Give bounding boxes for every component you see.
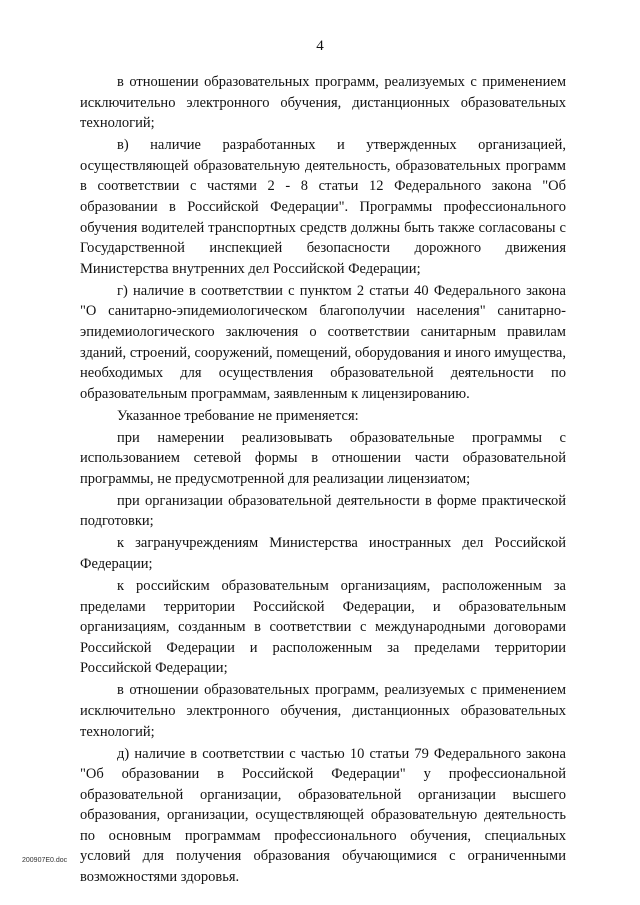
paragraph-requirement-exemptions-intro: Указанное требование не применяется: xyxy=(117,407,359,424)
paragraph-network-form-exemption: при намерении реализовывать образовательные программы с использованием сетевой формы в отношении части образовательной программы, не предусмотренной для реализации лицензиатом; xyxy=(80,429,566,487)
paragraph-practical-training-exemption: при организации образовательной деятельности в форме практической подготовки; xyxy=(80,492,566,530)
paragraph-online-programs-exemption-2: в отношении образовательных программ, реализуемых с применением исключительно электронного обучения, дистанционных образовательных технологий; xyxy=(80,682,566,740)
paragraph-abroad-organizations-exemption: к российским образовательным организациям, расположенным за пределами территории Российской Федерации, и образовательным организациям, созданным в соответствии с международными договорами Российской Федерации и расположенным за пределами территории Российской Федерации; xyxy=(80,577,566,677)
paragraph-item-g: г) наличие в соответствии с пунктом 2 статьи 40 Федерального закона "О санитарно-эпидемиологическом благополучии населения" санитарно-эпидемиологического заключения о соответствии санитарным правилам зданий, строений, сооружений, помещений, оборудования и иного имущества, необходимых для осуществления образовательной деятельности по образовательным программам, заявленным к лицензированию. xyxy=(80,282,566,402)
footer-filename: 200907E0.doc xyxy=(22,857,68,864)
paragraph-item-d: д) наличие в соответствии с частью 10 статьи 79 Федерального закона "Об образовании в Российской Федерации" у профессиональной образовательной организации, образовательной организации высшего образования, организации, осуществляющей образовательную деятельность по основным программам профессионального обучения, специальных условий для получения образования обучающимися с ограниченными возможностями здоровья. xyxy=(80,745,566,886)
paragraph-online-programs-exemption: в отношении образовательных программ, реализуемых с применением исключительно электронного обучения, дистанционных образовательных технологий; xyxy=(80,74,566,132)
document-body xyxy=(80,74,566,889)
paragraph-item-v: в) наличие разработанных и утвержденных организацией, осуществляющей образовательную деятельность, образовательных программ в соответствии с частями 2 - 8 статьи 12 Федерального закона "Об образовании в Российской Федерации". Программы профессионального обучения водителей транспортных средств должны быть также согласованы с Государственной инспекцией безопасности дорожного движения Министерства внутренних дел Российской Федерации; xyxy=(80,137,566,277)
page-number: 4 xyxy=(316,38,324,54)
paragraph-foreign-missions-exemption: к загранучреждениям Министерства иностранных дел Российской Федерации; xyxy=(80,535,566,572)
